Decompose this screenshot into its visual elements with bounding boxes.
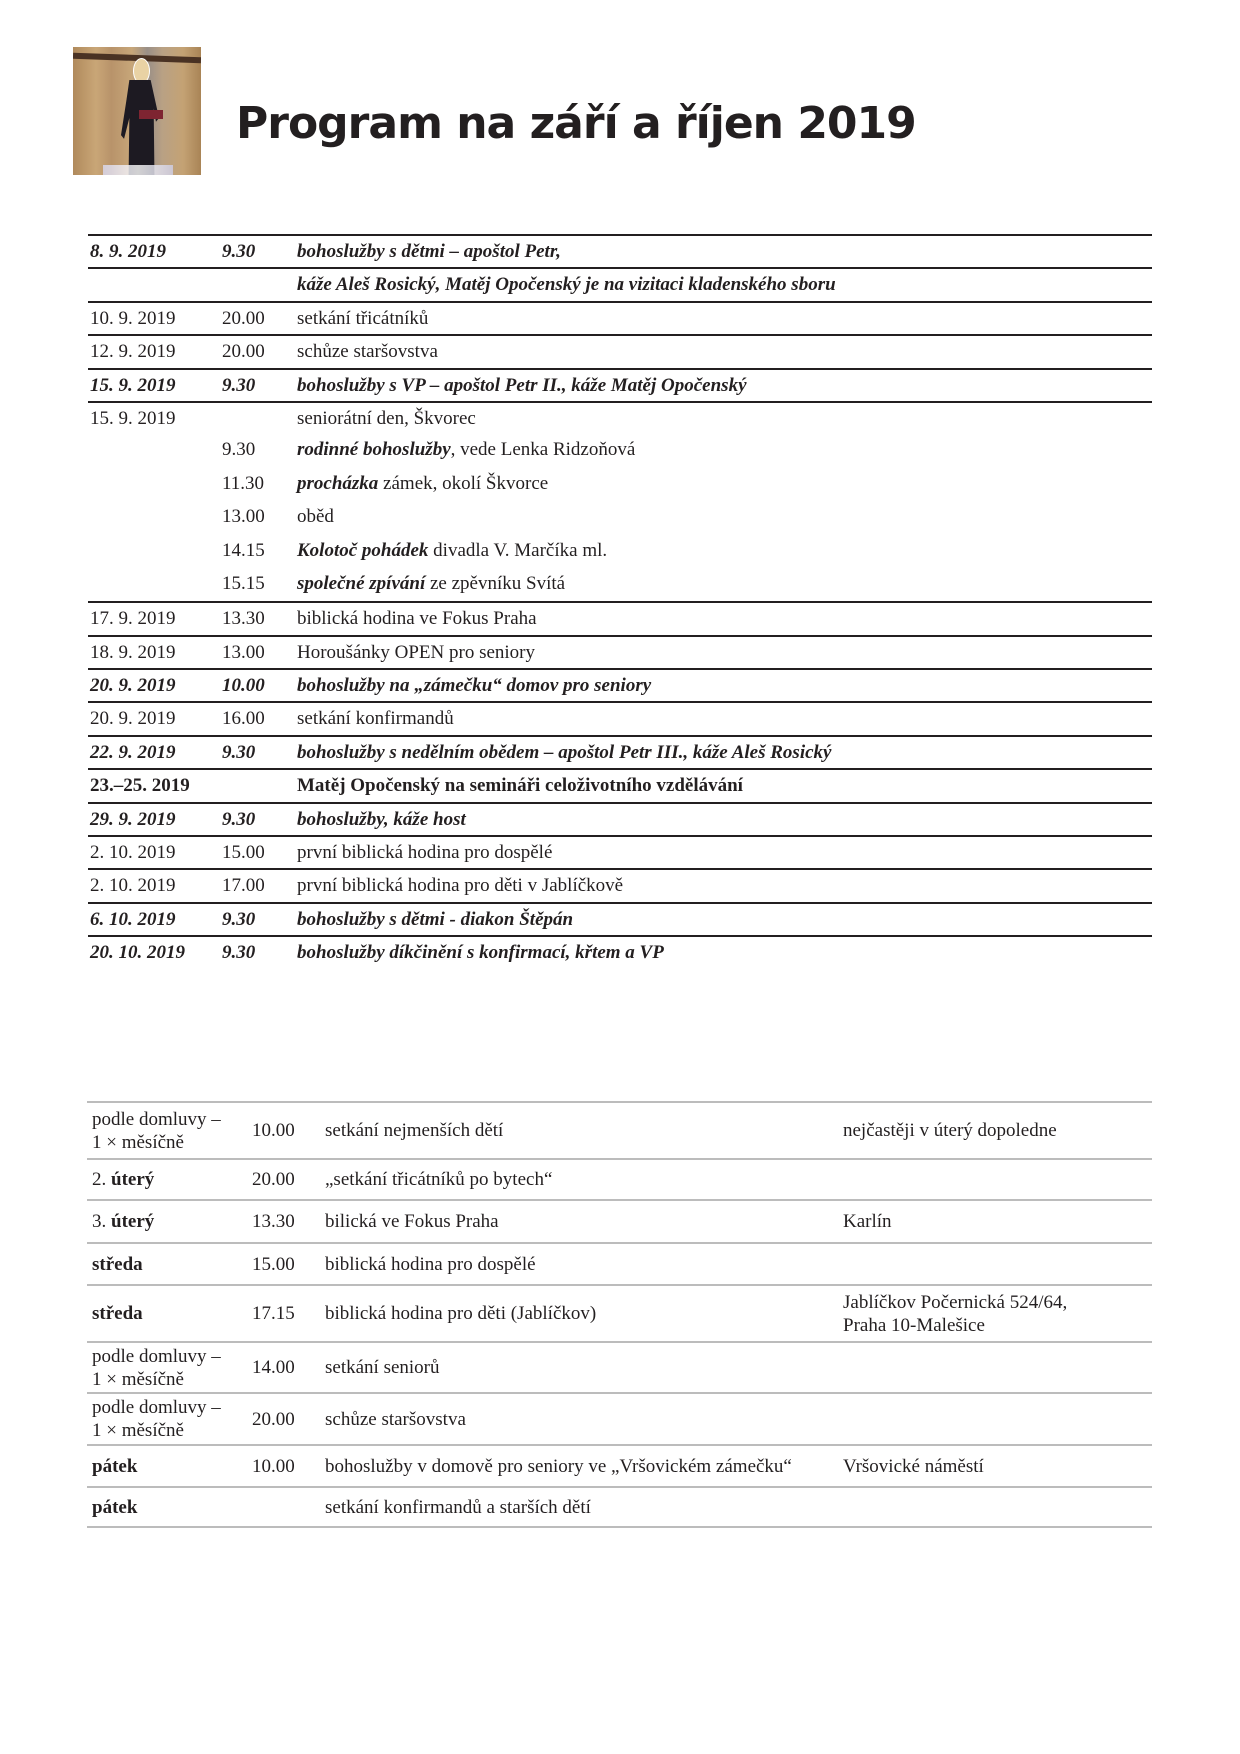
regular-time: 10.00 [252,1120,295,1141]
schedule-date: 8. 9. 2019 [90,241,166,262]
schedule-date: 17. 9. 2019 [90,608,176,630]
regular-day-text [92,1496,137,1519]
schedule-event: schůze staršovstva [297,341,438,363]
regular-event: biblická hodina pro dospělé [325,1253,536,1275]
photo-floor-light [103,165,173,175]
regular-row [87,1101,1152,1158]
schedule-date: 12. 9. 2019 [90,341,176,363]
regular-day-name: pátek [92,1496,138,1518]
regular-row [87,1486,1152,1528]
regular-day-name: středa [92,1253,143,1275]
regular-time: 15.00 [252,1253,295,1275]
regular-row [87,1444,1152,1486]
schedule-event-highlight: procházka [297,472,379,494]
schedule-row [88,535,1152,568]
regular-day-text [92,1455,137,1478]
regular-day-prefix: 2. [92,1169,111,1190]
regular-day [92,1286,143,1341]
regular-day [92,1394,221,1444]
schedule-row [88,835,1152,868]
schedule-row [88,635,1152,668]
regular-event: schůze staršovstva [325,1408,466,1430]
schedule-event-text: ze zpěvníku Svítá [425,572,566,594]
schedule-event-text: zámek, okolí Škvorce [378,472,549,494]
photo-figure-body [121,80,159,175]
regular-time: 20.00 [252,1408,295,1430]
regular-time: 20.00 [252,1169,295,1190]
regular-day-text [92,1168,154,1191]
schedule-event: bohoslužby s nedělním obědem – apoštol Petr III., káže Aleš Rosický [297,741,832,763]
regular-row [87,1242,1152,1284]
schedule-row [88,234,1152,267]
schedule-row [88,668,1152,701]
regular-day-text [92,1210,154,1233]
schedule-date: 20. 9. 2019 [90,675,176,697]
regular-day-prefix: 3. [92,1211,111,1232]
schedule-event-highlight: společné zpívání [297,572,426,594]
schedule-time: 15.15 [222,572,265,594]
regular-day [92,1343,221,1392]
regular-activities-table [87,1101,1152,1528]
schedule-event: první biblická hodina pro děti v Jablíčkově [297,875,624,897]
schedule-time: 11.30 [222,472,265,494]
schedule-time: 10.00 [222,675,265,697]
schedule-time: 16.00 [222,708,265,730]
schedule-row [88,902,1152,935]
schedule-date: 15. 9. 2019 [90,407,176,429]
page-title: Program na září a říjen 2019 [236,98,916,149]
schedule-event: setkání třicátníků [297,307,429,329]
photo-figure-sash [139,110,163,119]
regular-day [92,1103,221,1158]
schedule-event: biblická hodina ve Fokus Praha [297,608,537,630]
schedule-time: 9.30 [222,908,256,930]
schedule-event: první biblická hodina pro dospělé [297,842,553,864]
header-photo [73,47,201,175]
regular-time: 10.00 [252,1455,295,1477]
regular-row [87,1199,1152,1242]
schedule-event [297,468,548,499]
regular-day-note: podle domluvy – 1 × měsíčně [92,1108,221,1153]
regular-day [92,1446,137,1486]
schedule-row [88,868,1152,901]
schedule-time: 13.00 [222,506,265,528]
schedule-event-text: divadla V. Marčíka ml. [428,539,608,561]
schedule-date: 15. 9. 2019 [90,374,176,396]
regular-place: Karlín [843,1211,892,1232]
regular-day-text [92,1253,143,1276]
regular-time: 17.15 [252,1303,295,1324]
schedule-time: 17.00 [222,875,265,897]
regular-event: bilická ve Fokus Praha [325,1211,499,1232]
regular-day [92,1160,154,1199]
schedule-event: setkání konfirmandů [297,708,454,730]
schedule-event [297,501,334,532]
schedule-date: 18. 9. 2019 [90,641,176,663]
regular-row [87,1158,1152,1199]
regular-place: nejčastěji v úterý dopoledne [843,1120,1057,1141]
schedule-time: 13.00 [222,641,265,663]
schedule-time: 15.00 [222,842,265,864]
regular-event: setkání konfirmandů a starších dětí [325,1496,591,1518]
regular-event: „setkání třicátníků po bytech“ [325,1169,553,1190]
schedule-event: bohoslužby na „zámečku“ domov pro seniory [297,675,652,697]
regular-time: 14.00 [252,1357,295,1378]
regular-time: 13.30 [252,1211,295,1232]
schedule-table [88,234,1152,969]
schedule-row [88,935,1152,968]
schedule-time: 9.30 [222,942,256,964]
schedule-row [88,568,1152,601]
schedule-event [297,434,635,465]
schedule-event: bohoslužby s dětmi – apoštol Petr, [297,241,561,262]
schedule-event: bohoslužby díkčinění s konfirmací, křtem a VP [297,942,664,964]
schedule-row [88,368,1152,401]
schedule-date: 22. 9. 2019 [90,741,176,763]
schedule-time: 13.30 [222,608,265,630]
regular-row [87,1341,1152,1392]
schedule-date: 23.–25. 2019 [90,775,190,797]
schedule-time: 9.30 [222,741,256,763]
regular-event: biblická hodina pro děti (Jablíčkov) [325,1303,597,1324]
schedule-date: 20. 10. 2019 [90,942,185,964]
schedule-event-text: oběd [297,506,334,528]
schedule-row [88,334,1152,367]
regular-event: bohoslužby v domově pro seniory ve „Vršovickém zámečku“ [325,1455,792,1477]
schedule-time: 14.15 [222,539,265,561]
schedule-time: 9.30 [222,808,256,830]
regular-day [92,1201,154,1242]
schedule-event: bohoslužby s dětmi - diakon Štěpán [297,908,574,930]
schedule-date: 6. 10. 2019 [90,908,176,930]
regular-day-note: podle domluvy – 1 × měsíčně [92,1345,221,1390]
schedule-row [88,735,1152,768]
schedule-event-highlight: rodinné bohoslužby [297,439,451,461]
regular-day-text [92,1302,143,1325]
schedule-row [88,701,1152,734]
schedule-time: 9.30 [222,374,256,396]
schedule-event: Horoušánky OPEN pro seniory [297,641,536,663]
regular-row [87,1284,1152,1341]
schedule-event [297,535,607,566]
schedule-event: Matěj Opočenský na semináři celoživotního vzdělávání [297,775,743,797]
regular-day [92,1488,137,1526]
regular-event: setkání nejmenších dětí [325,1120,504,1141]
schedule-time: 9.30 [222,241,256,262]
schedule-row [88,768,1152,801]
schedule-row [88,267,1152,300]
schedule-event-text: , vede Lenka Ridzoňová [450,439,636,461]
schedule-event: bohoslužby s VP – apoštol Petr II., káže Matěj Opočenský [297,374,747,396]
schedule-date: 2. 10. 2019 [90,842,176,864]
schedule-row [88,401,1152,434]
regular-day-name: úterý [111,1169,155,1190]
regular-place: Vršovické náměstí [843,1455,984,1477]
regular-event: setkání seniorů [325,1357,440,1378]
schedule-date: 2. 10. 2019 [90,875,176,897]
schedule-event-highlight: Kolotoč pohádek [297,539,429,561]
schedule-date: 10. 9. 2019 [90,307,176,329]
schedule-date: 29. 9. 2019 [90,808,176,830]
regular-day-text [92,1345,221,1391]
regular-row [87,1392,1152,1444]
schedule-row [88,802,1152,835]
schedule-row [88,301,1152,334]
schedule-time: 20.00 [222,341,265,363]
regular-day-note: podle domluvy – 1 × měsíčně [92,1397,221,1441]
schedule-time: 20.00 [222,307,265,329]
schedule-event: káže Aleš Rosický, Matěj Opočenský je na vizitaci kladenského sboru [297,274,836,296]
schedule-event: bohoslužby, káže host [297,808,466,830]
schedule-row [88,601,1152,634]
schedule-row [88,501,1152,534]
schedule-time: 9.30 [222,439,256,461]
schedule-event: seniorátní den, Škvorec [297,407,476,429]
schedule-date: 20. 9. 2019 [90,708,176,730]
regular-day-text [92,1108,221,1154]
regular-day-text [92,1396,221,1442]
schedule-row [88,468,1152,501]
regular-day-name: úterý [111,1211,155,1232]
regular-day [92,1244,143,1284]
schedule-event [297,568,565,599]
regular-day-name: středa [92,1303,143,1324]
schedule-row [88,434,1152,467]
regular-day-name: pátek [92,1455,138,1477]
regular-place: Jablíčkov Počernická 524/64, Praha 10-Malešice [843,1291,1068,1336]
